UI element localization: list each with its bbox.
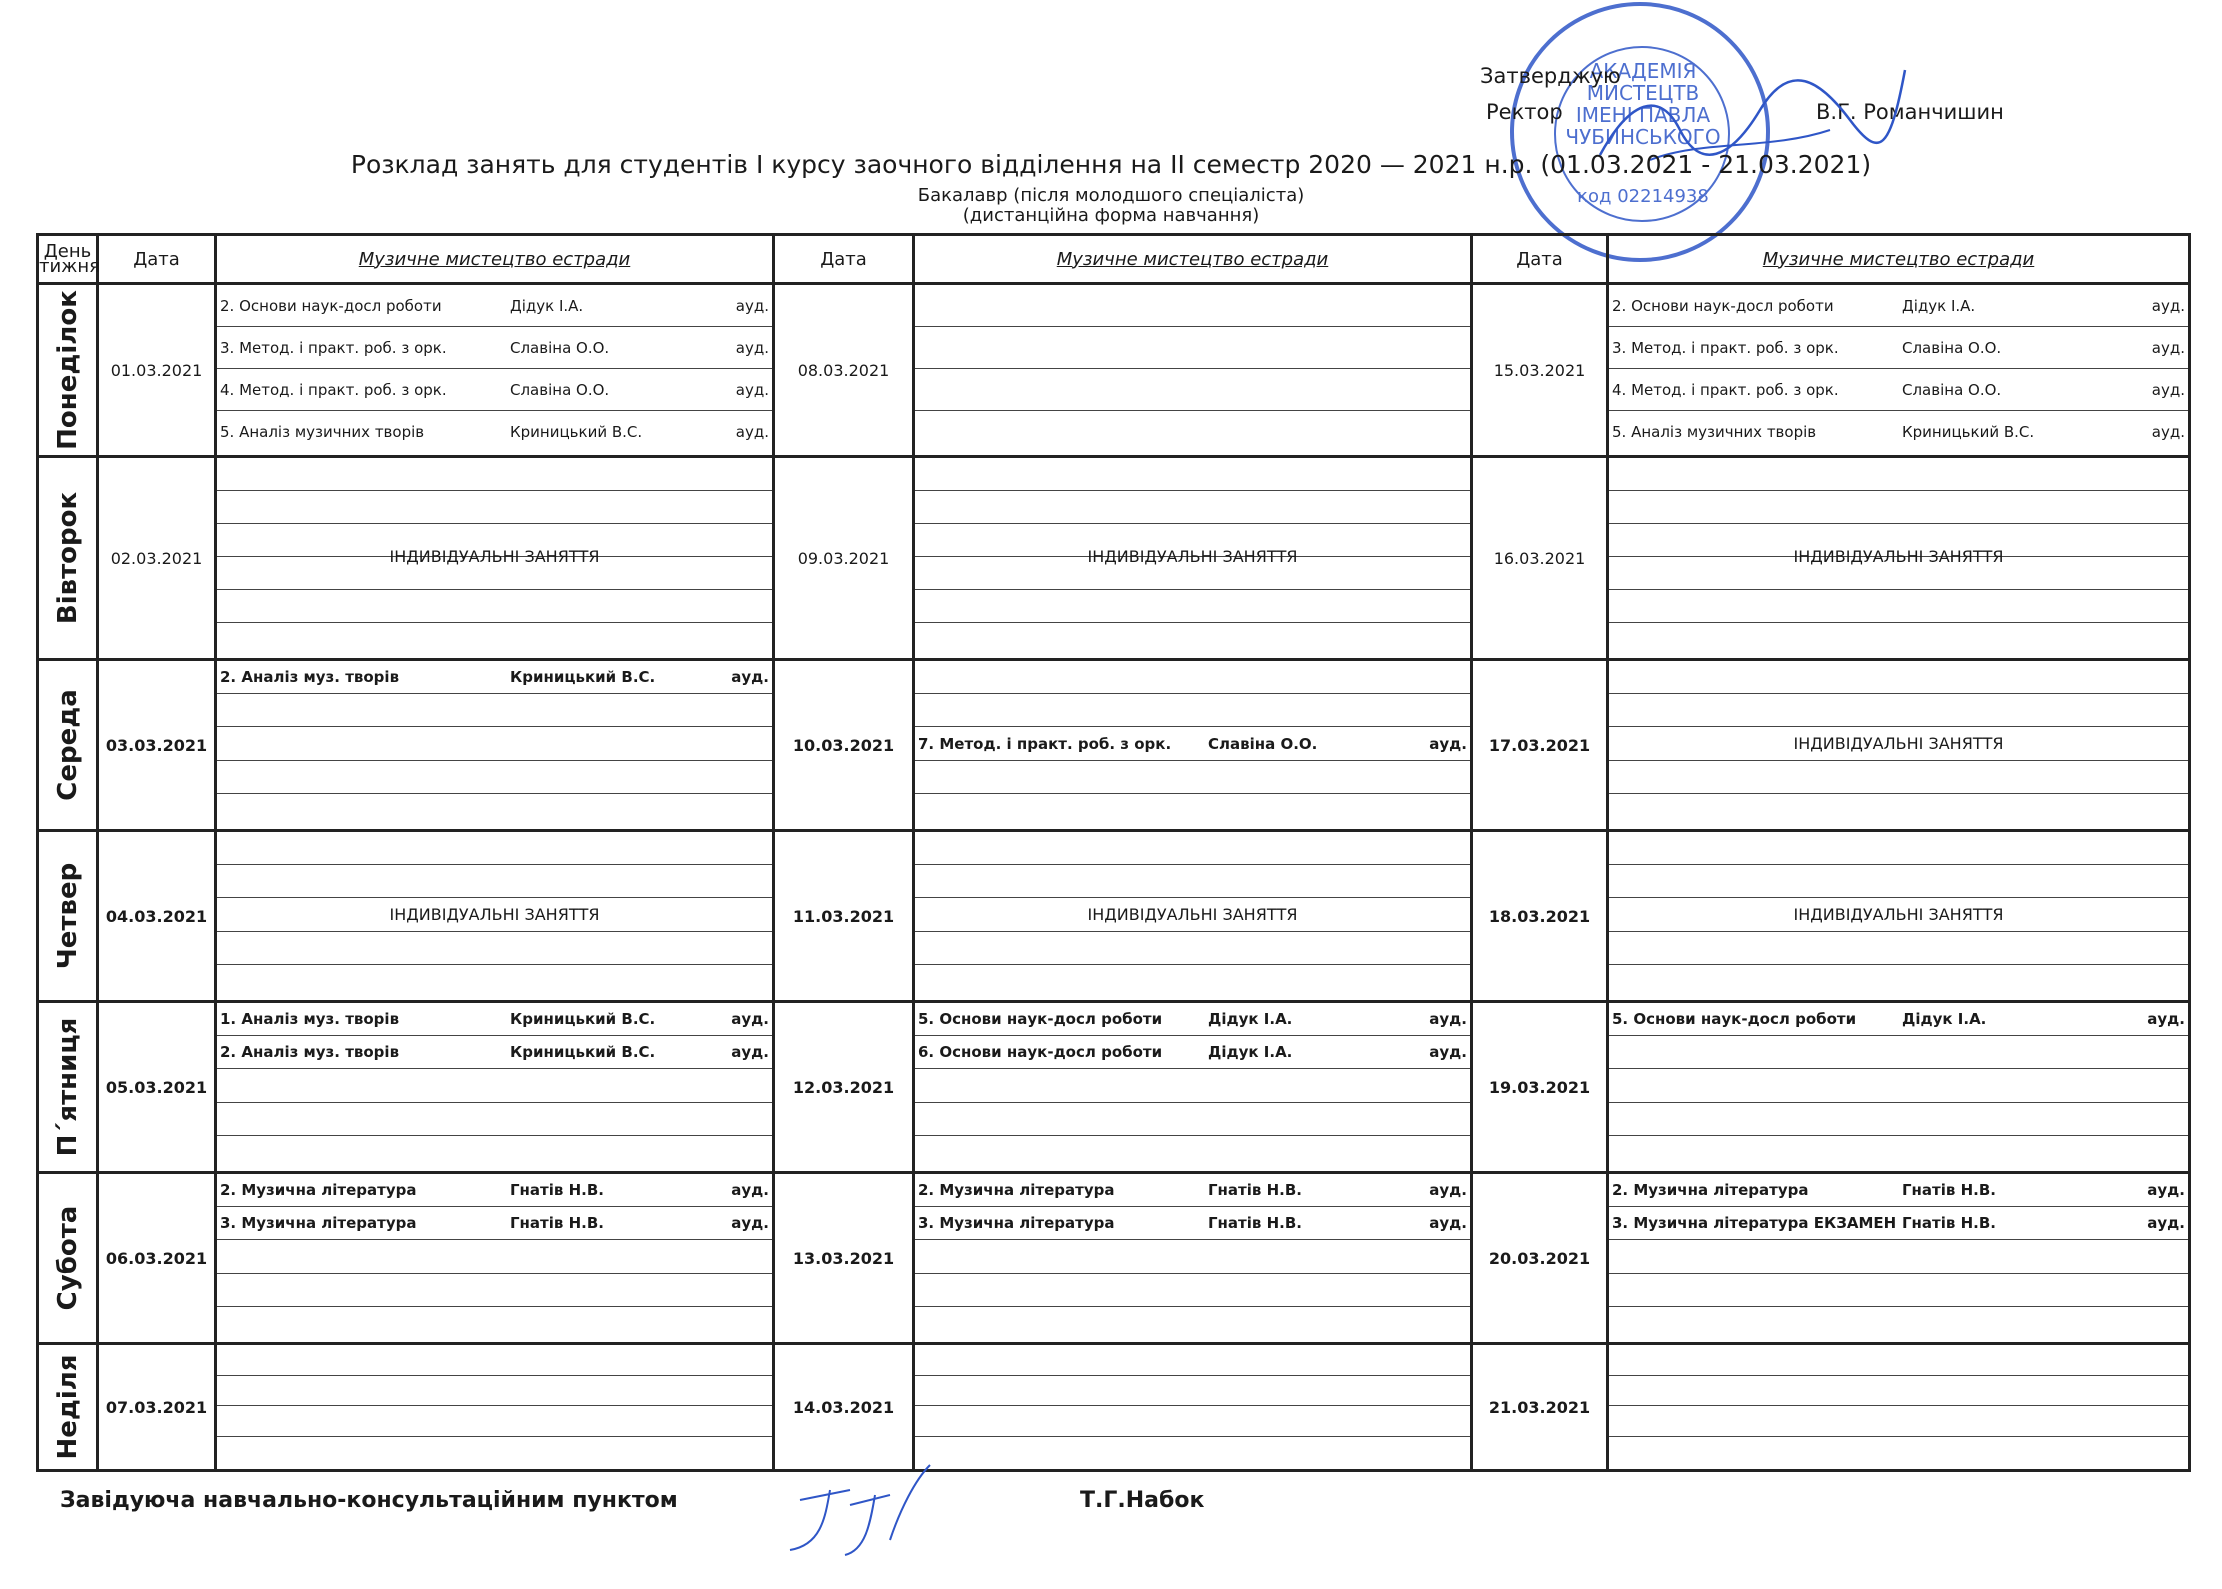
stamp-text: АКАДЕМІЯ МИСТЕЦТВ ІМЕНІ ПАВЛА ЧУБИНСЬКОГО <box>1565 59 1721 149</box>
date-cell: 18.03.2021 <box>1472 831 1608 1002</box>
head-signature <box>780 1460 940 1570</box>
empty-line <box>217 794 772 826</box>
individual-lessons-label: ІНДИВІДУАЛЬНІ ЗАНЯТТЯ <box>1793 547 2004 566</box>
page-subtitle <box>0 186 2222 226</box>
lesson-line <box>217 369 772 411</box>
empty-line <box>217 1103 772 1136</box>
day-name: П´ятниця <box>52 1017 83 1157</box>
lesson-teacher: Криницький В.С. <box>1902 422 2035 441</box>
date-cell: 04.03.2021 <box>98 831 216 1002</box>
lesson-line <box>217 285 772 327</box>
lesson-subject: 5. Аналіз музичних творів <box>220 422 425 441</box>
lesson-cell <box>914 1002 1472 1173</box>
lesson-room: ауд. <box>2151 296 2185 315</box>
day-row <box>38 284 2190 457</box>
empty-line <box>217 694 772 727</box>
lesson-line <box>217 411 772 452</box>
empty-line <box>915 1307 1470 1339</box>
lesson-subject: 3. Метод. і практ. роб. з орк. <box>1612 338 1839 357</box>
lesson-line <box>1609 1003 2188 1036</box>
lesson-room: ауд. <box>735 380 769 399</box>
lesson-teacher: Дідук І.А. <box>1208 1043 1293 1062</box>
individual-lessons-label: ІНДИВІДУАЛЬНІ ЗАНЯТТЯ <box>389 547 600 566</box>
date-cell: 11.03.2021 <box>774 831 914 1002</box>
lesson-subject: 2. Аналіз муз. творів <box>220 1043 400 1062</box>
lesson-line <box>1609 1207 2188 1240</box>
lesson-cell <box>1608 660 2190 831</box>
lesson-subject: 2. Основи наук-досл роботи <box>1612 296 1834 315</box>
empty-line <box>915 1406 1470 1437</box>
date-cell: 15.03.2021 <box>1472 284 1608 457</box>
empty-line <box>915 285 1470 327</box>
empty-line <box>217 1069 772 1102</box>
lesson-subject: 4. Метод. і практ. роб. з орк. <box>220 380 447 399</box>
rector-name: В.Г. Романчишин <box>1816 100 2004 124</box>
lesson-subject: 5. Аналіз музичних творів <box>1612 422 1817 441</box>
lesson-teacher: Славіна О.О. <box>1902 338 2002 357</box>
lesson-subject: 2. Основи наук-досл роботи <box>220 296 442 315</box>
date-cell: 12.03.2021 <box>774 1002 914 1173</box>
lesson-room: ауд. <box>1429 1043 1467 1062</box>
empty-line <box>1609 1345 2188 1376</box>
date-cell: 16.03.2021 <box>1472 457 1608 660</box>
empty-line <box>915 1103 1470 1136</box>
lesson-line <box>915 1207 1470 1240</box>
lesson-cell <box>1608 1173 2190 1344</box>
lesson-cell <box>914 1344 1472 1471</box>
lesson-subject: 2. Музична література <box>220 1181 417 1200</box>
schedule-body <box>38 284 2190 1471</box>
lesson-subject: 4. Метод. і практ. роб. з орк. <box>1612 380 1839 399</box>
rector-label: Ректор <box>1486 100 1563 124</box>
empty-line <box>217 1274 772 1307</box>
day-row <box>38 660 2190 831</box>
date-cell: 07.03.2021 <box>98 1344 216 1471</box>
lesson-cell <box>216 1173 774 1344</box>
footer-position: Завідуюча навчально-консультаційним пунктом <box>60 1488 678 1513</box>
empty-line <box>217 1437 772 1467</box>
lesson-teacher: Славіна О.О. <box>1208 734 1318 753</box>
lesson-room: ауд. <box>735 296 769 315</box>
empty-line <box>1609 1406 2188 1437</box>
day-row <box>38 457 2190 660</box>
lesson-line <box>915 1003 1470 1036</box>
lesson-subject: 3. Музична література ЕКЗАМЕН <box>1612 1214 1897 1233</box>
lesson-cell <box>216 831 774 1002</box>
date-cell: 19.03.2021 <box>1472 1002 1608 1173</box>
empty-line <box>915 661 1470 694</box>
date-cell: 02.03.2021 <box>98 457 216 660</box>
lesson-teacher: Гнатів Н.В. <box>1902 1181 1996 1200</box>
lesson-room: ауд. <box>735 338 769 357</box>
empty-line <box>217 727 772 760</box>
date-cell: 01.03.2021 <box>98 284 216 457</box>
stamp-code: код 02214938 <box>1577 186 1709 207</box>
empty-line <box>1609 1103 2188 1136</box>
header-subject-3: Музичне мистецтво естради <box>1608 235 2190 284</box>
lesson-cell <box>1608 457 2190 660</box>
lesson-line <box>1609 285 2188 327</box>
lesson-cell <box>1608 284 2190 457</box>
lesson-line <box>217 1036 772 1069</box>
empty-line <box>915 369 1470 411</box>
date-cell: 09.03.2021 <box>774 457 914 660</box>
lesson-room: ауд. <box>1429 1010 1467 1029</box>
lesson-cell <box>1608 1344 2190 1471</box>
lesson-room: ауд. <box>731 1043 769 1062</box>
individual-lessons-label: ІНДИВІДУАЛЬНІ ЗАНЯТТЯ <box>389 905 600 924</box>
lesson-room: ауд. <box>2151 338 2185 357</box>
empty-line <box>1609 1069 2188 1102</box>
lesson-teacher: Гнатів Н.В. <box>1902 1214 1996 1233</box>
lesson-teacher: Дідук І.А. <box>1902 1010 1987 1029</box>
lesson-line <box>1609 411 2188 452</box>
lesson-room: ауд. <box>2151 380 2185 399</box>
empty-line <box>1609 1136 2188 1168</box>
empty-line <box>915 761 1470 794</box>
lesson-room: ауд. <box>731 1181 769 1200</box>
lesson-cell <box>914 284 1472 457</box>
day-name: Вівторок <box>52 491 83 625</box>
header-subject-2: Музичне мистецтво естради <box>914 235 1472 284</box>
empty-line <box>915 327 1470 369</box>
empty-line <box>217 1376 772 1407</box>
date-cell: 10.03.2021 <box>774 660 914 831</box>
schedule-table <box>36 233 2191 1472</box>
lesson-cell <box>216 1002 774 1173</box>
lesson-room: ауд. <box>1429 1181 1467 1200</box>
date-cell: 08.03.2021 <box>774 284 914 457</box>
lesson-line <box>217 327 772 369</box>
lesson-teacher: Гнатів Н.В. <box>1208 1181 1302 1200</box>
day-row <box>38 1002 2190 1173</box>
lesson-line <box>915 1036 1470 1069</box>
empty-line <box>217 1406 772 1437</box>
date-cell: 03.03.2021 <box>98 660 216 831</box>
date-cell: 17.03.2021 <box>1472 660 1608 831</box>
lesson-cell <box>914 660 1472 831</box>
date-cell: 05.03.2021 <box>98 1002 216 1173</box>
lesson-cell <box>1608 1002 2190 1173</box>
lesson-teacher: Криницький В.С. <box>510 1010 656 1029</box>
lesson-subject: 2. Музична література <box>1612 1181 1809 1200</box>
date-cell: 21.03.2021 <box>1472 1344 1608 1471</box>
footer-name: Т.Г.Набок <box>1080 1488 1205 1513</box>
header-day: День тижня <box>38 235 98 284</box>
empty-line <box>915 1274 1470 1307</box>
lesson-subject: 2. Аналіз муз. творів <box>220 668 400 687</box>
lesson-teacher: Гнатів Н.В. <box>510 1181 604 1200</box>
lesson-line <box>217 661 772 694</box>
lesson-teacher: Славіна О.О. <box>1902 380 2002 399</box>
individual-lessons-label: ІНДИВІДУАЛЬНІ ЗАНЯТТЯ <box>1793 734 2004 753</box>
lesson-cell <box>216 284 774 457</box>
lesson-cell <box>216 660 774 831</box>
empty-line <box>1609 1240 2188 1273</box>
empty-line <box>1609 1376 2188 1407</box>
day-row <box>38 1344 2190 1471</box>
empty-line <box>1609 1274 2188 1307</box>
header-subject-1: Музичне мистецтво естради <box>216 235 774 284</box>
individual-lessons-label: ІНДИВІДУАЛЬНІ ЗАНЯТТЯ <box>1793 905 2004 924</box>
lesson-teacher: Дідук І.А. <box>1208 1010 1293 1029</box>
subtitle-degree: Бакалавр (після молодшого спеціаліста) <box>917 185 1305 206</box>
lesson-cell <box>914 1173 1472 1344</box>
day-name-cell <box>38 284 98 457</box>
lesson-room: ауд. <box>2147 1010 2185 1029</box>
lesson-teacher: Криницький В.С. <box>510 668 656 687</box>
empty-line <box>1609 1307 2188 1339</box>
empty-line <box>915 411 1470 452</box>
day-name: Субота <box>52 1205 83 1311</box>
empty-line <box>915 1069 1470 1102</box>
page-title: Розклад занять для студентів І курсу заочного відділення на ІІ семестр 2020 — 2021 н.р. (01.03.2021 - 21.03.2021) <box>350 150 1872 179</box>
lesson-line <box>217 1174 772 1207</box>
subtitle-form: (дистанційна форма навчання) <box>962 205 1260 226</box>
lesson-cell <box>216 457 774 660</box>
lesson-subject: 7. Метод. і практ. роб. з орк. <box>918 734 1172 753</box>
day-name: Неділя <box>52 1354 83 1460</box>
day-name: Понеділок <box>52 290 83 450</box>
lesson-subject: 3. Метод. і практ. роб. з орк. <box>220 338 447 357</box>
lesson-teacher: Дідук І.А. <box>510 296 584 315</box>
lesson-subject: 2. Музична література <box>918 1181 1115 1200</box>
lesson-subject: 3. Музична література <box>220 1214 417 1233</box>
lesson-room: ауд. <box>1429 1214 1467 1233</box>
empty-line <box>217 761 772 794</box>
date-cell: 13.03.2021 <box>774 1173 914 1344</box>
lesson-room: ауд. <box>731 668 769 687</box>
lesson-cell <box>1608 831 2190 1002</box>
lesson-room: ауд. <box>2147 1214 2185 1233</box>
lesson-room: ауд. <box>2151 422 2185 441</box>
header-row <box>38 235 2190 284</box>
header-date-2: Дата <box>774 235 914 284</box>
lesson-cell <box>914 457 1472 660</box>
lesson-line <box>1609 369 2188 411</box>
day-name: Середа <box>52 689 83 801</box>
lesson-room: ауд. <box>1429 734 1467 753</box>
lesson-subject: 3. Музична література <box>918 1214 1115 1233</box>
empty-line <box>915 1240 1470 1273</box>
lesson-room: ауд. <box>735 422 769 441</box>
empty-line <box>915 694 1470 727</box>
lesson-line <box>1609 327 2188 369</box>
lesson-cell <box>914 831 1472 1002</box>
date-cell: 20.03.2021 <box>1472 1173 1608 1344</box>
day-row <box>38 831 2190 1002</box>
lesson-line <box>217 1003 772 1036</box>
day-name: Четвер <box>52 862 83 970</box>
empty-line <box>915 1376 1470 1407</box>
header-date-3: Дата <box>1472 235 1608 284</box>
lesson-line <box>1609 1174 2188 1207</box>
lesson-line <box>915 1174 1470 1207</box>
lesson-subject: 1. Аналіз муз. творів <box>220 1010 400 1029</box>
date-cell: 06.03.2021 <box>98 1173 216 1344</box>
empty-line <box>915 1136 1470 1168</box>
empty-line <box>915 1437 1470 1467</box>
lesson-line <box>217 1207 772 1240</box>
empty-line <box>915 794 1470 826</box>
lesson-teacher: Славіна О.О. <box>510 380 610 399</box>
day-name-cell <box>38 457 98 660</box>
date-cell: 14.03.2021 <box>774 1344 914 1471</box>
lesson-cell <box>216 1344 774 1471</box>
approve-label: Затверджую <box>1480 64 1621 88</box>
day-name-cell <box>38 831 98 1002</box>
empty-line <box>915 1345 1470 1376</box>
lesson-subject: 6. Основи наук-досл роботи <box>918 1043 1163 1062</box>
empty-line <box>1609 1036 2188 1069</box>
empty-line <box>217 1136 772 1168</box>
day-name-cell <box>38 1344 98 1471</box>
lesson-teacher: Гнатів Н.В. <box>1208 1214 1302 1233</box>
empty-line <box>1609 1437 2188 1467</box>
empty-line <box>217 1240 772 1273</box>
lesson-room: ауд. <box>731 1010 769 1029</box>
day-name-cell <box>38 1002 98 1173</box>
individual-lessons-label: ІНДИВІДУАЛЬНІ ЗАНЯТТЯ <box>1087 547 1298 566</box>
lesson-teacher: Гнатів Н.В. <box>510 1214 604 1233</box>
lesson-room: ауд. <box>731 1214 769 1233</box>
empty-line <box>217 1307 772 1339</box>
lesson-line <box>915 727 1470 760</box>
lesson-teacher: Дідук І.А. <box>1902 296 1976 315</box>
individual-lessons-label: ІНДИВІДУАЛЬНІ ЗАНЯТТЯ <box>1087 905 1298 924</box>
day-row <box>38 1173 2190 1344</box>
header-date-1: Дата <box>98 235 216 284</box>
lesson-teacher: Криницький В.С. <box>510 1043 656 1062</box>
day-name-cell <box>38 1173 98 1344</box>
lesson-room: ауд. <box>2147 1181 2185 1200</box>
lesson-subject: 5. Основи наук-досл роботи <box>1612 1010 1857 1029</box>
lesson-teacher: Славіна О.О. <box>510 338 610 357</box>
lesson-subject: 5. Основи наук-досл роботи <box>918 1010 1163 1029</box>
empty-line <box>217 1345 772 1376</box>
lesson-teacher: Криницький В.С. <box>510 422 643 441</box>
day-name-cell <box>38 660 98 831</box>
